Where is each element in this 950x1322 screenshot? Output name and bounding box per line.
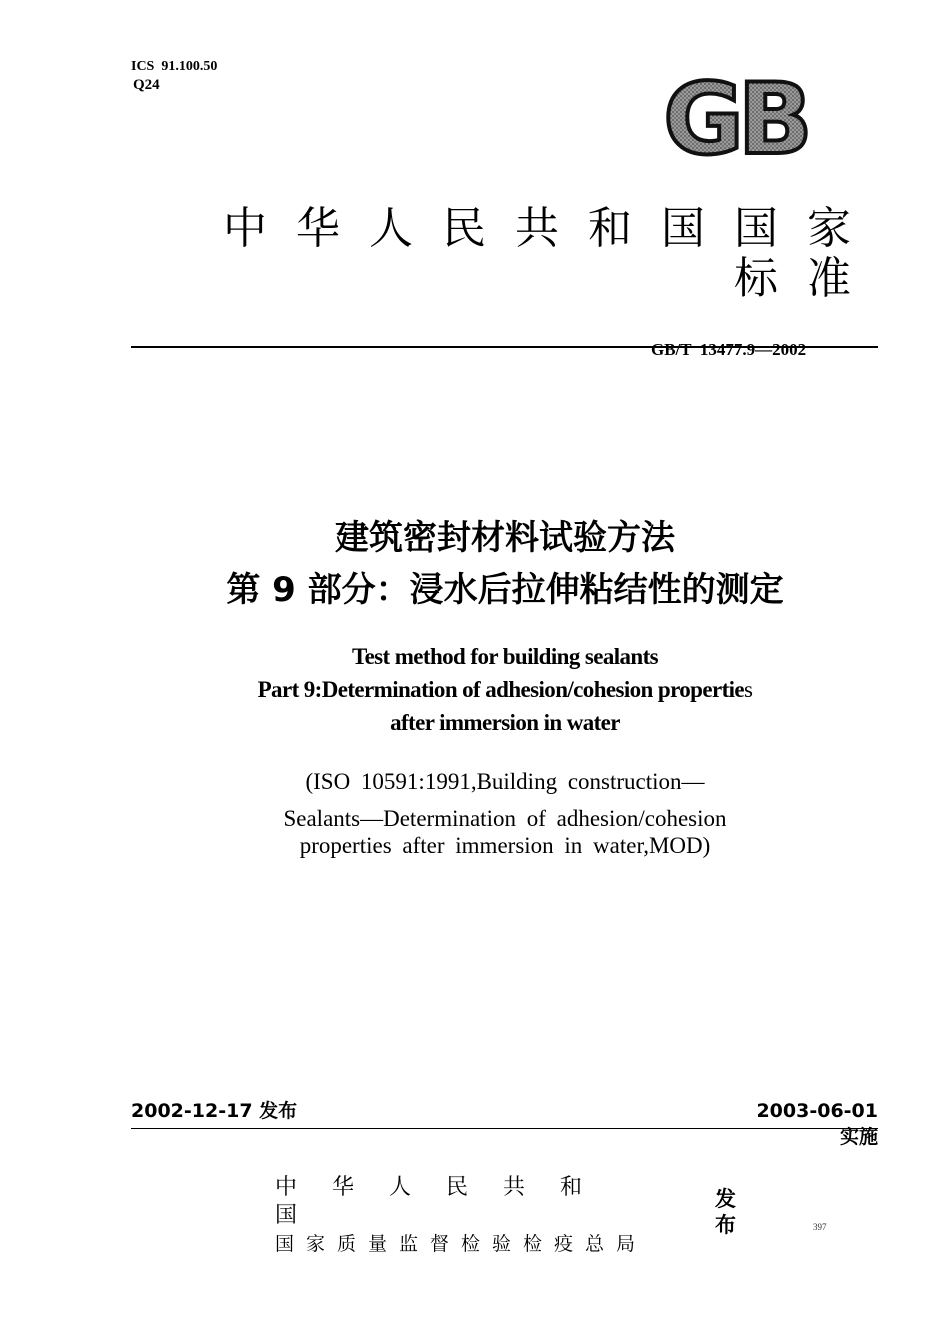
chinese-title-line-2: 第 9 部分：浸水后拉伸粘结性的测定 (226, 570, 784, 610)
standard-number: GB/T 13477.9—2002 (651, 340, 807, 359)
english-title-line-1: Test method for building sealants (351, 644, 659, 669)
issue-label: 发布 (715, 1187, 736, 1237)
iso-reference-line-2: Sealants—Determination of adhesion/cohesion (283, 806, 727, 831)
iso-reference (130, 768, 880, 859)
issuer-line-1: 中华人民共和国 (275, 1175, 618, 1228)
chinese-title-line-1: 建筑密封材料试验方法 (335, 518, 675, 558)
english-title-line-2 (125, 673, 885, 706)
english-title-line-3: after immersion in water (390, 710, 620, 735)
issuing-authority (275, 1174, 655, 1258)
footer-divider (131, 1128, 878, 1129)
gb-logo-text: GB (663, 75, 807, 161)
chinese-title (75, 512, 935, 616)
english-title-line-2-main: Part 9:Determination of adhesion/cohesion propertie (257, 677, 745, 702)
ccs-code: Q24 (133, 77, 160, 93)
english-title (125, 640, 885, 739)
iso-reference-line-1: (ISO 10591:1991,Building construction— (305, 769, 705, 794)
national-standard-title: 中华人民共和国国家标准 (223, 203, 880, 304)
page-number: 397 (813, 1222, 827, 1232)
issue-date: 2002-12-17 发布 (131, 1100, 298, 1122)
ics-code: ICS 91.100.50 (131, 59, 218, 74)
english-title-line-2-tail: s (744, 677, 753, 702)
iso-reference-line-3: properties after immersion in water,MOD) (299, 833, 711, 858)
implementation-date: 2003-06-01 实施 (756, 1100, 878, 1148)
gb-logo (652, 75, 818, 161)
issuer-line-2: 国家质量监督检验检疫总局 (275, 1233, 648, 1255)
